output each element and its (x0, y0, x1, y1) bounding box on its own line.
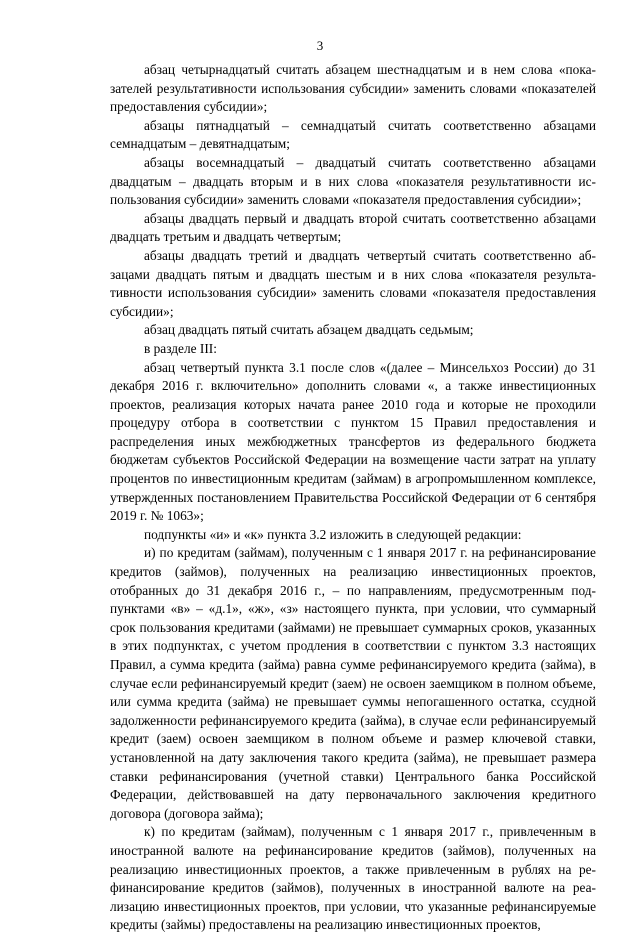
paragraph: абзацы восемнадцатый – двадцатый считать соответственно абзацами двадцатым – двадцать вторым и в них слова «показателя результативности использования субсидии» заменить словами «показателя предоставления субсидии»; (110, 154, 596, 208)
paragraph: абзацы двадцать третий и двадцать четвертый считать соответственно абзацами двадцать пятым и двадцать шестым и в них слова «показателя результативности использования субсидии» заменить словами «показателя предоставления субсидии»; (110, 247, 596, 319)
page-number: 3 (316, 38, 324, 53)
paragraph: абзац четырнадцатый считать абзацем шестнадцатым и в нем слова «показателей результативности использования субсидии» заменить словами «показателей предоставления субсидии»; (110, 62, 596, 115)
paragraph: абзац четвертый пункта 3.1 после слов «(далее – Минсельхоз России) до 31 декабря 2016 г. включительно» дополнить словами «, а также инвестиционных проектов, реализация которых начата ранее 2010 года и которые не проходили процедуру отбора в соответствии с пунктом 15 Правил предоставления и распределения иных межбюджетных трансфертов из федерального бюджета бюджетам субъектов Российской Федерации на возмещение части затрат на уплату процентов по инвестиционным кредитам (займам) в агропромышленном комплексе, утвержденных постановлением Правительства Российской Федерации от 6 сентября 2019 г. № 1063»; (110, 359, 596, 524)
paragraph: абзацы двадцать первый и двадцать второй считать соответственно абзацами двадцать третьим и двадцать четвертым; (110, 210, 596, 245)
paragraph: абзацы пятнадцатый – семнадцатый считать соответственно абзацами семнадцатым – девятнадцатым; (110, 117, 596, 152)
paragraph: к) по кредитам (займам), полученным с 1 января 2017 г., привлеченным в иностранной валюте на рефинансирование кредитов (займов), полученных на реализацию инвестиционных проектов, а также привлеченным в рублях на рефинансирование кредитов (займов), полученных в иностранной валюте на реализацию инвестиционных проектов, при условии, что указанные рефинансируемые кредиты (займы) предоставлены на реализацию инвестиционных проектов, (110, 824, 596, 933)
section-heading: в разделе III: (144, 340, 217, 356)
paragraph: и) по кредитам (займам), полученным с 1 января 2017 г. на рефинансирование кредитов (займов), полученных на реализацию инвестиционных проектов, отобранных до 31 декабря 2016 г., – по направлениям, предусмотренным подпунктами «в» – «д.1», «ж», «з» настоящего пункта, при условии, что суммарный срок пользования кредитами (займами) не превышает суммарных сроков, указанных в этих подпунктах, с учетом продления в соответствии с пунктом 3.3 настоящих Правил, а сумма кредита (займа) равна сумме рефинансируемого кредита (займа), в случае если рефинансируемый кредит (заем) не освоен заемщиком в полном объеме, или сумма кредита (займа) не превышает суммы непогашенного остатка, ссудной задолженности рефинансируемого кредита (займа), в случае если рефинансируемый кредит (заем) освоен заемщиком в полном объеме и размер ключевой ставки, установленной на дату заключения такого кредита (займа), не превышает размера ставки рефинансирования (учетной ставки) Центрального банка Российской Федерации, действовавшей на дату первоначального заключения кредитного договора (договора займа); (110, 545, 596, 821)
document-body (110, 61, 596, 935)
paragraph: абзац двадцать пятый считать абзацем двадцать седьмым; (144, 322, 474, 338)
paragraph: подпункты «и» и «к» пункта 3.2 изложить в следующей редакции: (144, 526, 522, 542)
